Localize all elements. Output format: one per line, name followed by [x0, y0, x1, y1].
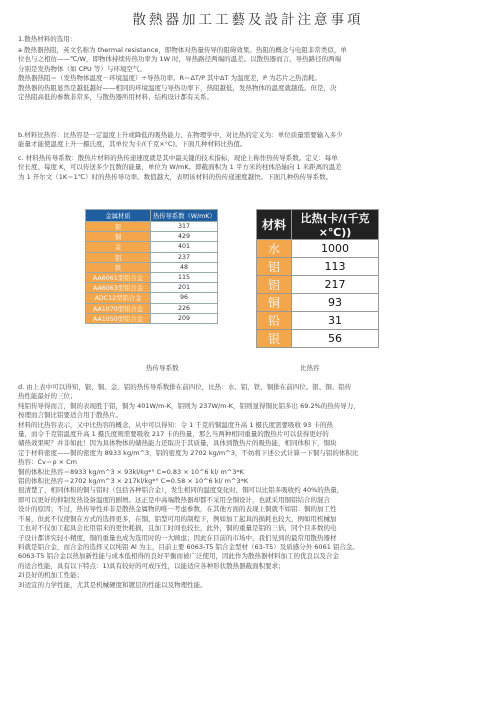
- text-line: 分别是发热物体（如 CPU 等）与环境空气。: [18, 64, 146, 73]
- text-line: 定热阻高低的参数非常多，与散热器所用材料、结构设计都有关系。: [18, 93, 213, 102]
- table-row: [86, 222, 218, 232]
- table-row: [86, 272, 218, 282]
- table-row: [257, 258, 379, 276]
- material-cell: 铝: [257, 258, 292, 276]
- text-line: 为 1 开尔文（1K＝1℃）时的热传导功率。数值越大，表明该材料的热传递速度越快。下面几种热传导系数。: [18, 172, 333, 181]
- text-line: 铜的体积比热容＝8933 kg/m^3 × 93kl/kg*° C≈0.83 × 10^6 kl/ m^3*K: [18, 467, 244, 476]
- material-cell: 银: [257, 330, 292, 348]
- table-row: [257, 330, 379, 348]
- specific-heat-table: [256, 209, 379, 348]
- paragraph-thermal-resistance: [18, 46, 484, 102]
- value-cell: 93: [292, 294, 379, 312]
- table-row: [86, 313, 218, 323]
- table-header: 金属材质: [86, 210, 151, 222]
- specific-heat-caption: 比热容: [300, 364, 320, 372]
- material-cell: AA1070型铝合金: [86, 303, 151, 313]
- value-cell: 31: [292, 312, 379, 330]
- value-cell: 113: [292, 258, 379, 276]
- conductivity-table: [85, 209, 218, 324]
- value-cell: 201: [151, 283, 218, 293]
- text-line: 纯铝传导得而言，铜的表现胜于铝，铜为 401W/m-K，铝则为 237W/m-K，铝则显得铜比铝多出 69.2%的热传导力，: [18, 401, 360, 410]
- table-row: [257, 294, 379, 312]
- text-line: 2)良好的机加工性能；: [18, 571, 84, 580]
- text-line: 不易，但此不仅使铜在方式的选择更多，在铜、铝型可用的制程下，例如加工起具的损耗也较大，例如用机械加: [18, 514, 337, 523]
- material-cell: 铝: [257, 276, 292, 294]
- table-row: [257, 312, 379, 330]
- material-cell: 金: [86, 242, 151, 252]
- material-cell: 铁: [86, 262, 151, 272]
- table-row: [86, 293, 218, 303]
- text-line: 6063-T5 铝合金以热加新性能与成本低相得的良好平衡而被广泛使用，因此作为散热器材料加工的优良以及合金: [18, 552, 339, 561]
- text-line: 位也与之相仿——℃/W，即物体持续传热功率为 1W 时，导热路径两端的温差。以散热器而言，导热路径的两端: [18, 55, 342, 64]
- value-cell: 96: [151, 293, 218, 303]
- text-line: 料就是铝合金，而合金的选择又以纯铝 Al 为主，目前主要 6063-T5 铝合金型材（63-T5）及质感分外 6061 铝合金。: [18, 542, 359, 551]
- material-cell: 银: [86, 222, 151, 232]
- table-row: [86, 252, 218, 262]
- value-cell: 217: [292, 276, 379, 294]
- paragraph-specific-heat: [18, 131, 484, 150]
- table-row: [86, 232, 218, 242]
- value-cell: 48: [151, 262, 218, 272]
- table-header: 材料: [257, 210, 292, 240]
- value-cell: 56: [292, 330, 379, 348]
- paragraph-conductivity: [18, 154, 484, 182]
- value-cell: 317: [151, 222, 218, 232]
- material-cell: 铜: [257, 294, 292, 312]
- paragraph-comparison: [18, 383, 484, 590]
- text-line: 储热效果呢？并非如此！因为具体物体的储热能力还取决于其质量，具体到散热片的吸热能，相同体积下，铜块: [18, 439, 337, 448]
- text-line: 热容：Cv＝ρ × Cm: [18, 458, 77, 467]
- material-cell: AA1050型铝合金: [86, 313, 151, 323]
- material-cell: 铝: [86, 252, 151, 262]
- text-line: 即可以更好的抑制发热设备温度的剧增。这正是中高端散热器却都不采用全铜设计，也就采用铜铝结合的混合: [18, 495, 330, 504]
- material-cell: 铅: [257, 312, 292, 330]
- value-cell: 429: [151, 232, 218, 242]
- text-line: 散热器的热阻显然是越低越好——相同的环境温度与导热功率下，热阻越低，发热物体的温度就越低。但是，决: [18, 83, 337, 92]
- text-line: c. 材料热传导系数：散热片材料的热传递速度就是其中最关键的技术指标，现论上称作热传导系数。定义：每单: [18, 154, 338, 162]
- value-cell: 1000: [292, 240, 379, 258]
- text-line: 子设计都讲究轻小精度，铜的重量也成为选用时的一大顾虑；因此在目前的市场中，我们见到的最常用散热器材: [18, 533, 337, 542]
- text-line: 3)适宜的力学性能，尤其是机械硬度和镀层的性能以及物理性能。: [18, 580, 207, 589]
- text-line: b.材料比热容：比热容是一定温度上升或降低的吸热能力，在物理学中，对比热的定义为：单位质量需要输入多少: [18, 131, 343, 139]
- table-header: 比热(卡/(千克×℃)): [292, 210, 379, 240]
- value-cell: 115: [151, 272, 218, 282]
- text-line: 热性能最好的三位；: [18, 392, 77, 401]
- text-line: d. 由上表中可以得知，银、铜、金、铝的热传导系数排在前四位，比热：水、铝、铁、铜排在前四位。银、铜、铝传: [18, 383, 352, 391]
- page-title: 散熱器加工工藝及設計注意事項: [132, 12, 364, 28]
- text-line: 很清楚了，相同体积的铜与铝时（包括各种铝合金），发生相同的温度变化时，铜可以比铝多吸收约 40%的热量，: [18, 486, 344, 495]
- material-cell: 水: [257, 240, 292, 258]
- text-line: 按理而言铜比铝要适合用于散热片。: [18, 411, 122, 420]
- table-row: [257, 240, 379, 258]
- table-row: [86, 262, 218, 272]
- table-header: 热传导系数（W/mK）: [151, 210, 218, 222]
- text-line: 铝的体积比热容＝2702 kg/m^3 × 217kl/kg*° C≈0.58 × 10^6 kl/ m^3*K: [18, 477, 249, 486]
- material-cell: AA6061型铝合金: [86, 272, 151, 282]
- section-1-heading: 1.散热材料的选用：: [18, 35, 77, 43]
- value-cell: 226: [151, 303, 218, 313]
- text-line: 定于材料密度——铜的密度为 8933 kg/m^3，铝的密度为 2702 kg/m^3，不妨将下述公式计算一下铜与铝的体积比: [18, 448, 359, 457]
- text-line: 材料的比热容表示，又中比热容的概念，从中可以得知：令 1 千克的铜温度升高 1 摄氏度需要吸收 93 卡的热: [18, 420, 333, 429]
- conductivity-caption: 热传导系数: [146, 364, 179, 372]
- text-line: 能量才能使温度上升一摄氏度，其单位为卡/(千克×°C)。下面几种材料比热值。: [18, 140, 247, 149]
- table-row: [86, 283, 218, 293]
- text-line: 工也对不仅加工起具会比用铝来的更快耗损，且加工时间也较长，此外，铜的重量是铝的三倍，同个目多数的电: [18, 524, 337, 533]
- table-row: [86, 303, 218, 313]
- text-line: 设计的原因；不过，热传导性并非是散热金属物的唯一考虑参数，在其他方面的表现上铜就不如铝：铜的加工性: [18, 505, 337, 514]
- table-row: [86, 242, 218, 252]
- value-cell: 237: [151, 252, 218, 262]
- material-cell: ADC12型铝合金: [86, 293, 151, 303]
- text-line: 量，而令千克铝温度升高 1 摄氏度则需要吸收 217 卡的热量，那么当两种相同重量的散热片可以获得更好的: [18, 430, 329, 439]
- text-line: a 散热器热阻，英文名称为 thermal resistance，即物体对热量传导的阻碍效果。热阻的概念与电阻非常类似，单: [18, 46, 347, 54]
- text-line: 散热器热阻＝（发热物体温度－环境温度）÷导热功率。R＝ΔT/P 其中ΔT 为温度差，P 为芯片之热消耗。: [18, 74, 322, 83]
- material-cell: AA6063型铝合金: [86, 283, 151, 293]
- material-cell: 铜: [86, 232, 151, 242]
- value-cell: 209: [151, 313, 218, 323]
- table-row: [257, 276, 379, 294]
- value-cell: 401: [151, 242, 218, 252]
- text-line: 位长度、每度 K，可以传送多少瓦数的能量，单位为 W/mK。即截面积为 1 平方米的柱体沿轴向 1 米距离的温差: [18, 163, 342, 172]
- text-line: 的适合性能，具有以下特点：1)具有较好的可成压性，以能适应各种形状散热器截面积要求；: [18, 561, 285, 570]
